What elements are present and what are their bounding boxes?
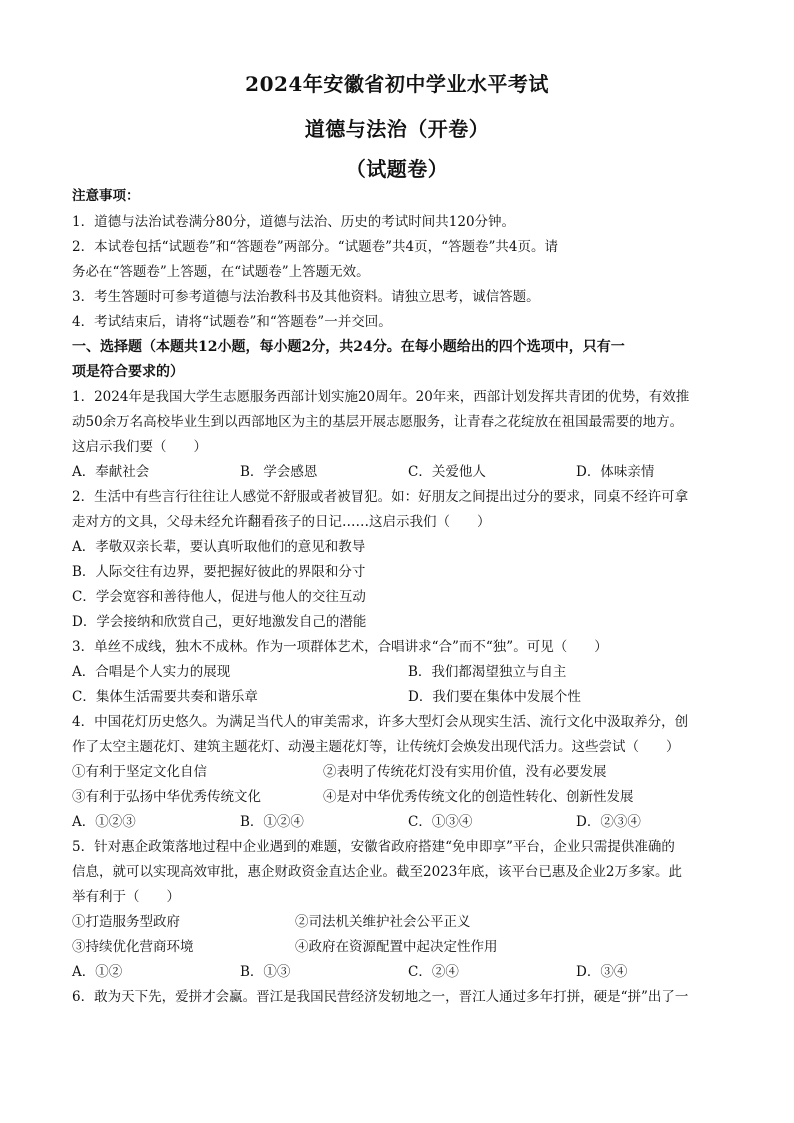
exam-subject: 道德与法治（开卷） xyxy=(304,117,490,141)
notice-item: 1．道德与法治试卷满分80分，道德与法治、历史的考试时间共120分钟。 xyxy=(72,214,516,230)
question-3-option-a: A．合唱是个人实力的展现 xyxy=(72,664,231,680)
notice-item: 4．考试结束后，请将“试题卷”和“答题卷”一并交回。 xyxy=(72,314,392,330)
question-4-statement-2: ②表明了传统花灯没有实用价值，没有必要发展 xyxy=(323,764,607,780)
question-2-text: 走对方的文具，父母未经允许翻看孩子的日记……这启示我们（ ） xyxy=(72,514,491,530)
exam-title: 2024年安徽省初中学业水平考试 xyxy=(245,72,549,96)
question-4-option-b: B．①②④ xyxy=(240,814,304,830)
question-5-text: 5．针对惠企政策落地过程中企业遇到的难题，安徽省政府搭建“免申即享”平台，企业只需提供准确的 xyxy=(72,839,675,855)
question-3-option-c: C．集体生活需要共奏和谐乐章 xyxy=(72,689,258,705)
question-1-option-c: C．关爱他人 xyxy=(408,464,486,480)
question-4-statement-1: ①有利于坚定文化自信 xyxy=(72,764,207,780)
notice-heading: 注意事项： xyxy=(72,188,140,204)
question-5-option-a: A．①② xyxy=(72,964,123,980)
question-5-text: 信息，就可以实现高效审批，惠企财政资金直达企业。截至2023年底，该平台已惠及企业2万多家。此 xyxy=(72,864,682,880)
question-2-text: 2．生活中有些言行往往让人感觉不舒服或者被冒犯。如：好朋友之间提出过分的要求，同桌不经许可拿 xyxy=(72,489,689,505)
question-5-option-d: D．③④ xyxy=(576,964,628,980)
question-4-option-d: D．②③④ xyxy=(576,814,641,830)
question-4-statement-3: ③有利于弘扬中华优秀传统文化 xyxy=(72,789,261,805)
paper-type: （试题卷） xyxy=(345,157,449,181)
question-1-text: 1．2024年是我国大学生志愿服务西部计划实施20周年。20年来，西部计划发挥共青团的优势，有效推 xyxy=(72,389,690,405)
question-3-option-b: B．我们都渴望独立与自主 xyxy=(408,664,567,680)
question-2-option-c: C．学会宽容和善待他人，促进与他人的交往互动 xyxy=(72,589,366,605)
question-5-option-c: C．②④ xyxy=(408,964,459,980)
question-1-text: 这启示我们要（ ） xyxy=(72,439,207,455)
question-1-option-b: B．学会感恩 xyxy=(240,464,318,480)
question-2-option-a: A．孝敬双亲长辈，要认真听取他们的意见和教导 xyxy=(72,539,366,555)
notice-item: 2．本试卷包括“试题卷”和“答题卷”两部分。“试题卷”共4页，“答题卷”共4页。请 xyxy=(72,239,558,255)
question-1-text: 动50余万名高校毕业生到以西部地区为主的基层开展志愿服务，让青春之花绽放在祖国最需要的地方。 xyxy=(72,414,684,430)
question-5-statement-2: ②司法机关维护社会公平正义 xyxy=(295,914,471,930)
question-4-statement-4: ④是对中华优秀传统文化的创造性转化、创新性发展 xyxy=(323,789,634,805)
question-5-option-b: B．①③ xyxy=(240,964,291,980)
question-3-text: 3．单丝不成线，独木不成林。作为一项群体艺术，合唱讲求“合”而不“独”。可见（ ） xyxy=(72,639,608,655)
question-4-text: 4．中国花灯历史悠久。为满足当代人的审美需求，许多大型灯会从现实生活、流行文化中汲取养分，创 xyxy=(72,714,689,730)
question-4-text: 作了太空主题花灯、建筑主题花灯、动漫主题花灯等，让传统灯会焕发出现代活力。这些尝试（ ） xyxy=(72,739,680,755)
notice-item: 3．考生答题时可参考道德与法治教科书及其他资料。请独立思考，诚信答题。 xyxy=(72,289,540,305)
question-2-option-d: D．学会接纳和欣赏自己，更好地激发自己的潜能 xyxy=(72,614,367,630)
notice-item: 务必在“答题卷”上答题，在“试题卷”上答题无效。 xyxy=(72,264,370,280)
question-5-text: 举有利于（ ） xyxy=(72,889,180,905)
question-4-option-a: A．①②③ xyxy=(72,814,136,830)
question-5-statement-1: ①打造服务型政府 xyxy=(72,914,180,930)
section-heading: 一、选择题（本题共12小题，每小题2分，共24分。在每小题给出的四个选项中，只有一 xyxy=(72,339,625,355)
question-6-text: 6．敢为天下先，爱拼才会赢。晋江是我国民营经济发轫地之一，晋江人通过多年打拼，硬是“拼”出了一 xyxy=(72,989,689,1005)
question-1-option-a: A．奉献社会 xyxy=(72,464,150,480)
section-heading: 项是符合要求的） xyxy=(72,364,184,380)
question-2-option-b: B．人际交往有边界，要把握好彼此的界限和分寸 xyxy=(72,564,366,580)
question-5-statement-4: ④政府在资源配置中起决定性作用 xyxy=(295,939,498,955)
question-3-option-d: D．我们要在集体中发展个性 xyxy=(408,689,581,705)
question-4-option-c: C．①③④ xyxy=(408,814,473,830)
question-1-option-d: D．体味亲情 xyxy=(576,464,655,480)
question-5-statement-3: ③持续优化营商环境 xyxy=(72,939,194,955)
